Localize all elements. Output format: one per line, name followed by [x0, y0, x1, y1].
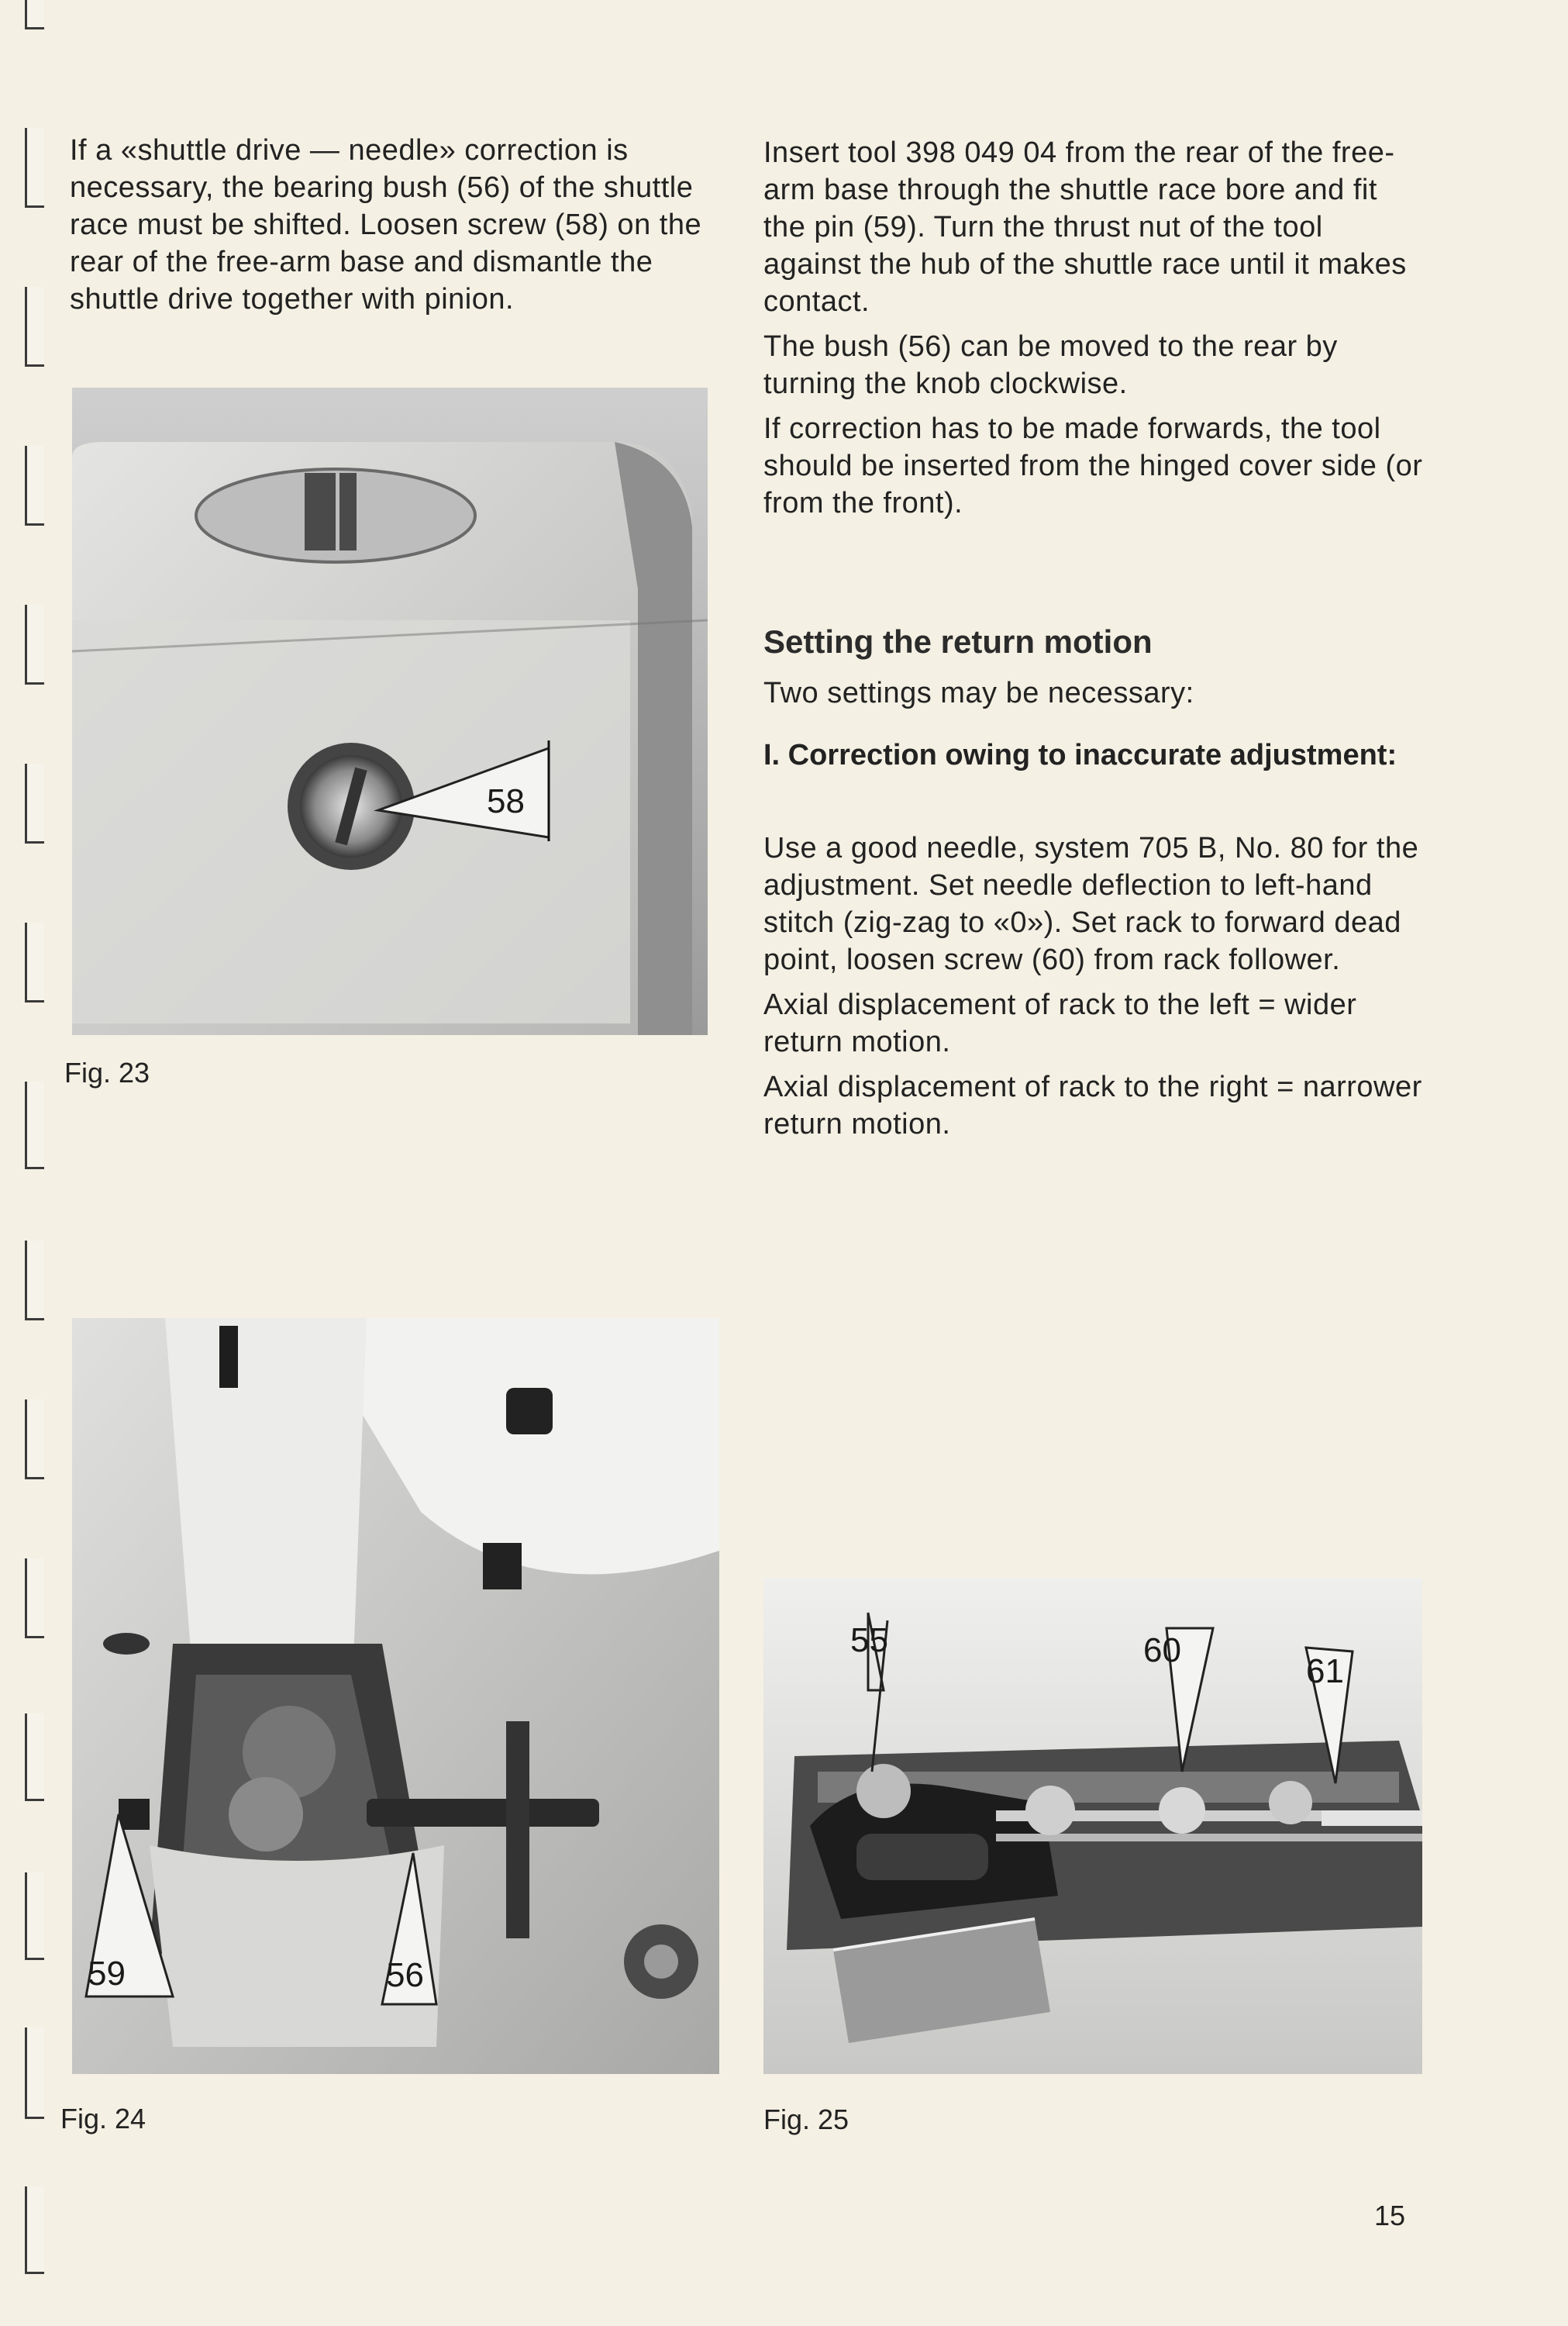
callout-61: 61 [1306, 1652, 1344, 1690]
free-arm-base-illustration [72, 388, 708, 1035]
shuttle-race-illustration [72, 1318, 719, 2074]
callout-58: 58 [487, 782, 525, 820]
bush-move-paragraph: The bush (56) can be moved to the rear by turning the knob clockwise. [763, 330, 1338, 400]
left-intro-text [70, 132, 729, 326]
figure-24-caption: Fig. 24 [60, 2103, 146, 2134]
binding-mark [25, 923, 44, 1003]
intro-paragraph: If a «shuttle drive — needle» correction is necessary, the bearing bush (56) of the shuttle race must be shifted. Loosen screw (58) on the rear of the free-arm base and dismantle the shuttle drive together with pinion. [70, 134, 702, 316]
subheading-correction: I. Correction owing to inaccurate adjustment: [763, 739, 1397, 771]
tool-insertion-paragraph: Insert tool 398 049 04 from the rear of the free-arm base through the shuttle race bore and fit the pin (59). Turn the thrust nut of the tool against the hub of the shuttle race until it makes contact. [763, 136, 1407, 318]
callout-55: 55 [850, 1621, 888, 1659]
figure-25-photo [763, 1578, 1422, 2074]
callout-56: 56 [386, 1956, 424, 1994]
binding-mark [25, 128, 44, 208]
callout-60: 60 [1143, 1631, 1181, 1669]
binding-mark [25, 2186, 44, 2274]
section-intro-text: Two settings may be necessary: [763, 677, 1194, 709]
binding-mark [25, 2027, 44, 2119]
needle-setup-paragraph: Use a good needle, system 705 B, No. 80 for the adjustment. Set needle deflection to left-hand stitch (zig-zag to «0»). Set rack to forward dead point, loosen screw (60) from rack follower. [763, 832, 1419, 976]
figure-25-caption: Fig. 25 [763, 2103, 849, 2135]
binding-mark [25, 1872, 44, 1960]
binding-mark [25, 1558, 44, 1638]
binding-mark [25, 446, 44, 526]
figure-23-photo [72, 388, 708, 1035]
binding-mark [25, 605, 44, 685]
forward-correction-paragraph: If correction has to be made forwards, the tool should be inserted from the hinged cover side (or from the front). [763, 412, 1423, 519]
binding-mark [25, 1399, 44, 1479]
section-intro [763, 675, 1430, 720]
binding-mark [25, 287, 44, 367]
binding-mark [25, 764, 44, 844]
callout-59: 59 [88, 1955, 126, 1993]
binding-mark [25, 1241, 44, 1320]
figure-24-photo [72, 1318, 719, 2074]
figure-23-caption: Fig. 23 [64, 1057, 150, 1089]
right-displacement-paragraph: Axial displacement of rack to the right = narrower return motion. [763, 1071, 1422, 1141]
binding-mark [25, 1082, 44, 1169]
right-column-text [763, 134, 1426, 530]
left-displacement-paragraph: Axial displacement of rack to the left = wider return motion. [763, 989, 1357, 1058]
binding-mark [25, 1713, 44, 1801]
rack-follower-illustration [763, 1578, 1422, 2074]
section-title: Setting the return motion [763, 623, 1153, 660]
section-body [763, 830, 1430, 1151]
page-number: 15 [1373, 2200, 1405, 2231]
binding-mark [25, 0, 44, 29]
